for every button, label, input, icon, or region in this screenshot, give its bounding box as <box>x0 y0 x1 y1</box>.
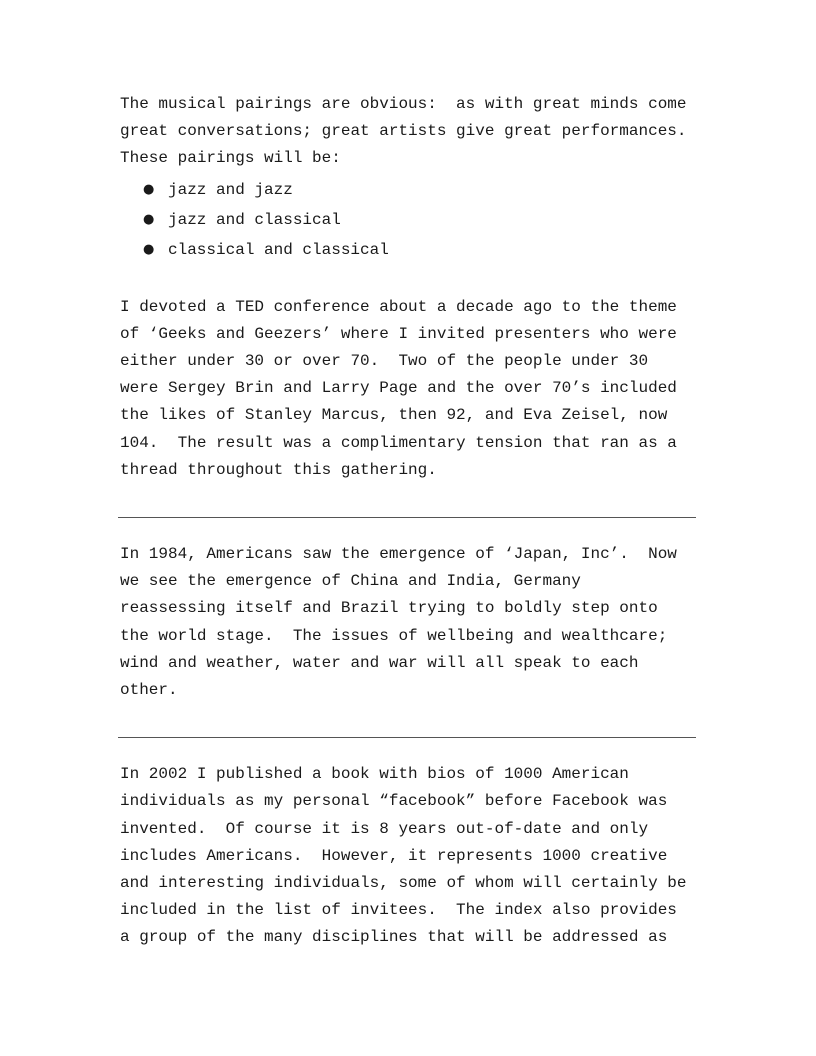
section-musical-pairings <box>120 91 698 265</box>
document-body <box>120 91 698 952</box>
text-line: were Sergey Brin and Larry Page and the over 70’s included <box>120 379 677 398</box>
text-line: In 2002 I published a book with bios of 1000 American <box>120 765 629 784</box>
text-line: thread throughout this gathering. <box>120 460 437 479</box>
text-line: either under 30 or over 70. Two of the people under 30 <box>120 352 649 371</box>
text-line: the world stage. The issues of wellbeing and wealthcare; <box>120 626 668 645</box>
list-item: ● jazz and jazz <box>120 175 698 205</box>
list-item: ● classical and classical <box>120 235 698 265</box>
text-line: included in the list of invitees. The index also provides <box>120 901 677 920</box>
text-line: great conversations; great artists give great performances. <box>120 122 687 141</box>
text-line: These pairings will be: <box>120 149 341 168</box>
text-line: and interesting individuals, some of whom will certainly be <box>120 874 687 893</box>
text-line: In 1984, Americans saw the emergence of ‘Japan, Inc’. Now <box>120 545 677 564</box>
paragraph-japan-inc <box>120 541 698 704</box>
text-line: wind and weather, water and war will all speak to each <box>120 653 639 672</box>
text-line: invented. Of course it is 8 years out-of-date and only <box>120 819 649 838</box>
text-line: individuals as my personal “facebook” before Facebook was <box>120 792 668 811</box>
paragraph-musical-pairings <box>120 91 698 173</box>
text-line: of ‘Geeks and Geezers’ where I invited presenters who were <box>120 324 677 343</box>
paragraph-ted-conference <box>120 294 698 484</box>
bullet-icon: ● <box>143 211 155 227</box>
text-line: reassessing itself and Brazil trying to boldly step onto <box>120 599 658 618</box>
bullet-icon: ● <box>143 241 155 257</box>
text-line: includes Americans. However, it represents 1000 creative <box>120 846 668 865</box>
text-line: a group of the many disciplines that will be addressed as <box>120 928 668 947</box>
paragraph-facebook-book <box>120 761 698 951</box>
text-line: 104. The result was a complimentary tension that ran as a <box>120 433 677 452</box>
list-item: ● jazz and classical <box>120 205 698 235</box>
bullet-icon: ● <box>143 181 155 197</box>
text-line: we see the emergence of China and India, Germany <box>120 572 581 591</box>
text-line: other. <box>120 681 178 700</box>
pairings-list <box>120 175 698 265</box>
text-line: I devoted a TED conference about a decade ago to the theme <box>120 297 677 316</box>
text-line: the likes of Stanley Marcus, then 92, and Eva Zeisel, now <box>120 406 668 425</box>
text-line: The musical pairings are obvious: as with great minds come <box>120 95 687 113</box>
